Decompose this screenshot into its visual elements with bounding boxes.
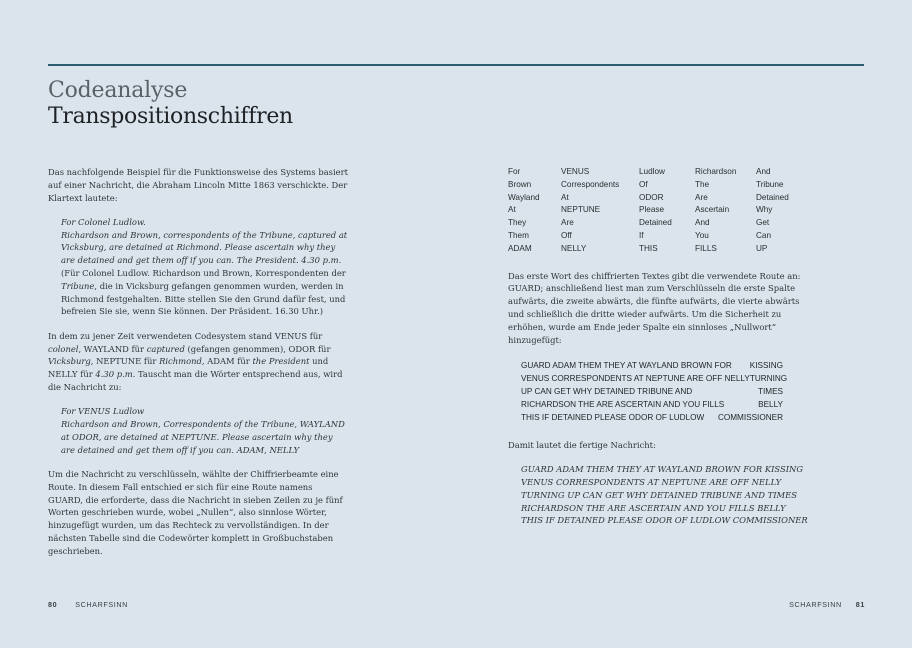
table-cell: Why xyxy=(756,205,773,215)
page-number-right: 81 xyxy=(855,600,865,609)
table-cell: At xyxy=(561,192,569,202)
page-number-left: 80 xyxy=(48,600,58,609)
running-head-right: SCHARFSINN xyxy=(789,600,842,609)
footer-right xyxy=(789,600,865,609)
p2-vicksburg: Vicksburg xyxy=(48,356,91,367)
table-cell: Richardson xyxy=(695,167,737,176)
coded-quote xyxy=(61,405,348,456)
lincoln-quote xyxy=(61,216,348,318)
table-cell: UP xyxy=(756,243,768,253)
table-cell: Are xyxy=(695,192,708,202)
word-grid-table xyxy=(508,166,789,256)
cipher-line-null-word: TIMES xyxy=(757,387,783,397)
p2-text-e: , ADAM für xyxy=(201,356,253,367)
cipher-line-text: UP CAN GET WHY DETAINED TRIBUNE AND xyxy=(521,387,693,397)
cipher-text-block xyxy=(521,360,788,425)
left-column xyxy=(48,166,348,569)
p2-president: the President xyxy=(252,356,310,367)
p2-text-f: und NELLY für xyxy=(48,356,329,380)
cipher-line xyxy=(521,386,783,399)
table-cell: ADAM xyxy=(508,243,532,253)
table-cell: Brown xyxy=(508,179,532,189)
quote-english: Richardson and Brown, correspondents of the Tribune, captured at Vicksburg, are detained at Richmond. Please ascertain why they are detained and get them off if you can. The President. 4.30 p.m. xyxy=(61,229,348,266)
codesystem-paragraph xyxy=(48,330,348,394)
p2-text-c: (gefangen genommen), ODOR für xyxy=(184,343,331,354)
table-cell: Correspondents xyxy=(561,179,620,189)
footer-left xyxy=(48,600,128,609)
cipher-line-null-word: BELLY xyxy=(758,400,783,410)
p2-text-a: In dem zu jener Zeit verwendeten Codesystem stand VENUS für xyxy=(48,330,323,341)
cipher-line xyxy=(521,399,783,412)
table-cell: If xyxy=(639,230,644,240)
table-cell: You xyxy=(695,230,709,240)
coded-quote-text: Richardson and Brown, Correspondents of the Tribune, WAYLAND at ODOR, are detained at NEPTUNE. Please ascertain why they are detained and get them off if you can. ADAM, NELLY xyxy=(61,419,345,455)
cipher-line-text: RICHARDSON THE ARE ASCERTAIN AND YOU FILLS xyxy=(521,400,725,410)
table-cell: Of xyxy=(639,179,648,189)
cipher-line-null-word: KISSING xyxy=(749,361,783,371)
table-cell: Detained xyxy=(639,218,672,228)
table-row xyxy=(508,204,789,217)
quote-tribune: Tribune xyxy=(61,280,95,291)
table-cell: For xyxy=(508,167,521,176)
quote-german-rest: , die in Vicksburg gefangen genommen wurden, werden in Richmond festgehalten. Bitte stellen Sie den Grund dafür fest, und befreien Sie sie, wenn Sie können. Der Präsident. 16.30 Uhr.) xyxy=(61,280,346,317)
table-cell: Are xyxy=(561,218,574,228)
final-message: GUARD ADAM THEM THEY AT WAYLAND BROWN FOR KISSING VENUS CORRESPONDENTS AT NEPTUNE ARE OFF NELLY TURNING UP CAN GET WHY DETAINED TRIBUNE AND TIMES RICHARDSON THE ARE ASCERTAIN AND YOU FILLS BELLY THIS IF DETAINED PLEASE ODOR OF LUDLOW COMMISSIONER xyxy=(521,464,808,526)
cipher-line xyxy=(521,360,783,373)
table-row xyxy=(508,166,789,179)
cipher-line-null-word: TURNING xyxy=(749,374,788,384)
table-cell: Get xyxy=(756,218,770,228)
table-cell: They xyxy=(508,218,527,228)
table-cell: Detained xyxy=(756,192,789,202)
cipher-line xyxy=(521,412,783,425)
table-cell: NELLY xyxy=(561,243,587,253)
running-head-left: SCHARFSINN xyxy=(75,600,128,609)
table-cell: Them xyxy=(508,230,529,240)
table-cell: Can xyxy=(756,230,772,240)
table-cell: At xyxy=(508,205,516,215)
right-column xyxy=(508,166,808,539)
route-paragraph: Um die Nachricht zu verschlüsseln, wählte der Chiffrierbeamte eine Route. In diesem Fall entschied er sich für eine Route namens GUARD, die erforderte, dass die Nachricht in sieben Zeilen zu je fünf Worten geschrieben wurde, wobei „Nullen“, also sinnlose Wörter, hinzugefügt wurden, um das Rechteck zu vervollständigen. In der nächsten Tabelle sind die Codewörter komplett in Großbuchstaben geschrieben. xyxy=(48,468,343,556)
table-row xyxy=(508,179,789,192)
quote-heading: For Colonel Ludlow. xyxy=(61,216,146,227)
table-cell: Ludlow xyxy=(639,167,665,176)
p2-colonel: colonel xyxy=(48,343,79,354)
cipher-line-null-word: COMMISSIONER xyxy=(717,412,783,422)
table-row xyxy=(508,243,789,256)
table-cell: VENUS xyxy=(561,167,590,176)
table-row xyxy=(508,230,789,243)
table-cell: THIS xyxy=(639,243,658,253)
p2-text-g: Tauscht man die Wörter entsprechend aus, wird die Nachricht zu: xyxy=(48,369,343,392)
route-explanation: Das erste Wort des chiffrierten Textes gibt die verwendete Route an: GUARD; anschließend liest man zum Verschlüsseln die erste Spalte aufwärts, die zweite abwärts, die fünfte aufwärts, die vierte abwärts und schließlich die dritte wieder aufwärts. Um die Sicherheit zu erhöhen, wurde am Ende jeder Spalte ein sinnloses „Nullwort“ hinzugefügt: xyxy=(508,270,801,345)
p2-time: 4.30 p.m. xyxy=(95,369,136,380)
cipher-line-text: GUARD ADAM THEM THEY AT WAYLAND BROWN FOR xyxy=(521,361,732,371)
quote-german: (Für Colonel Ludlow. Richardson und Brown, Korrespondenten der xyxy=(61,268,346,279)
table-cell: Off xyxy=(561,230,572,240)
table-row xyxy=(508,217,789,230)
p2-text-b: , WAYLAND für xyxy=(78,343,147,354)
table-cell: Tribune xyxy=(756,179,784,189)
p2-richmond: Richmond xyxy=(159,356,202,367)
intro-paragraph: Das nachfolgende Beispiel für die Funktionsweise des Systems basiert auf einer Nachricht, die Abraham Lincoln Mitte 1863 verschickte. Der Klartext lautete: xyxy=(48,167,348,203)
table-cell: Wayland xyxy=(508,192,540,202)
cipher-line xyxy=(521,373,788,386)
chapter-title: Transpositionschiffren xyxy=(48,104,293,129)
table-cell: And xyxy=(695,218,710,228)
table-cell: Please xyxy=(639,205,665,215)
table-cell: And xyxy=(756,167,771,176)
coded-quote-heading: For VENUS Ludlow xyxy=(61,406,145,417)
header-rule xyxy=(48,64,864,66)
table-cell: NEPTUNE xyxy=(561,205,601,215)
table-cell: Ascertain xyxy=(695,205,730,215)
table-cell: The xyxy=(695,179,710,189)
cipher-line-text: THIS IF DETAINED PLEASE ODOR OF LUDLOW xyxy=(521,412,705,422)
final-intro: Damit lautet die fertige Nachricht: xyxy=(508,439,656,450)
cipher-line-text: VENUS CORRESPONDENTS AT NEPTUNE ARE OFF NELLY xyxy=(521,374,750,384)
table-row xyxy=(508,192,789,205)
p2-text-d: , NEPTUNE für xyxy=(90,356,160,367)
p2-captured: captured xyxy=(146,343,185,354)
table-cell: ODOR xyxy=(639,192,664,202)
section-title: Codeanalyse xyxy=(48,78,188,103)
table-cell: FILLS xyxy=(695,243,717,253)
